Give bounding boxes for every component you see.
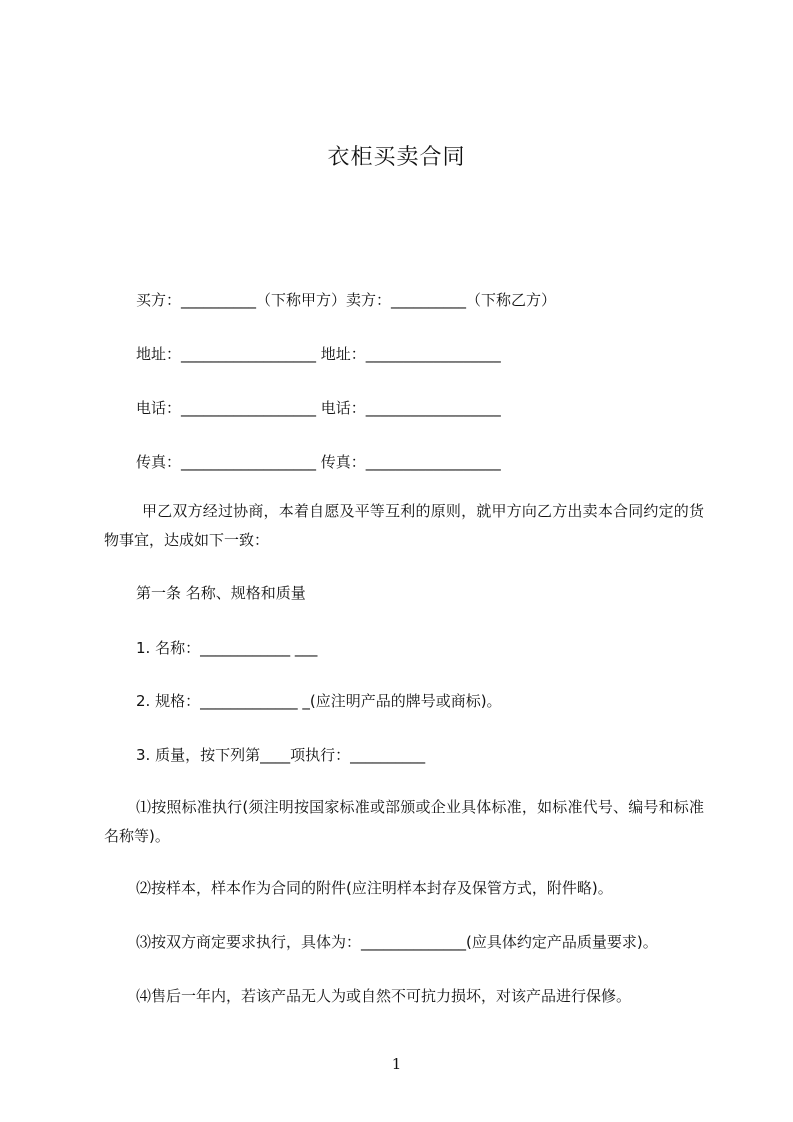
article1-item-quality: 3. 质量，按下列第____项执行：__________ xyxy=(136,746,426,764)
article1-item-spec: 2. 规格：_____________ _(应注明产品的牌号或商标)。 xyxy=(136,692,502,710)
page-number: 1 xyxy=(391,1055,402,1073)
phone-line: 电话：__________________ 电话：__________________ xyxy=(136,399,501,417)
quality-option-3: ⑶按双方商定要求执行，具体为：______________(应具体约定产品质量要求)。 xyxy=(136,933,658,951)
intro-paragraph: 甲乙双方经过协商，本着自愿及平等互利的原则，就甲方向乙方出卖本合同约定的货物事宜，达成如下一致： xyxy=(104,502,704,549)
quality-option-2: ⑵按样本，样本作为合同的附件(应注明样本封存及保管方式，附件略)。 xyxy=(136,879,613,897)
document-title: 衣柜买卖合同 xyxy=(327,145,466,170)
article1-heading: 第一条 名称、规格和质量 xyxy=(136,584,306,602)
quality-option-4: ⑷售后一年内，若该产品无人为或自然不可抗力损坏，对该产品进行保修。 xyxy=(136,987,632,1005)
fax-line: 传真：__________________ 传真：__________________ xyxy=(136,453,501,471)
article1-item-name: 1. 名称：____________ ___ xyxy=(136,639,318,657)
buyer-seller-line: 买方：__________（下称甲方）卖方：__________（下称乙方） xyxy=(136,291,557,309)
address-line: 地址：__________________ 地址：__________________ xyxy=(136,345,501,363)
quality-option-1: ⑴按照标准执行(须注明按国家标准或部颁或企业具体标准，如标准代号、编号和标准名称等)。 xyxy=(104,798,704,845)
